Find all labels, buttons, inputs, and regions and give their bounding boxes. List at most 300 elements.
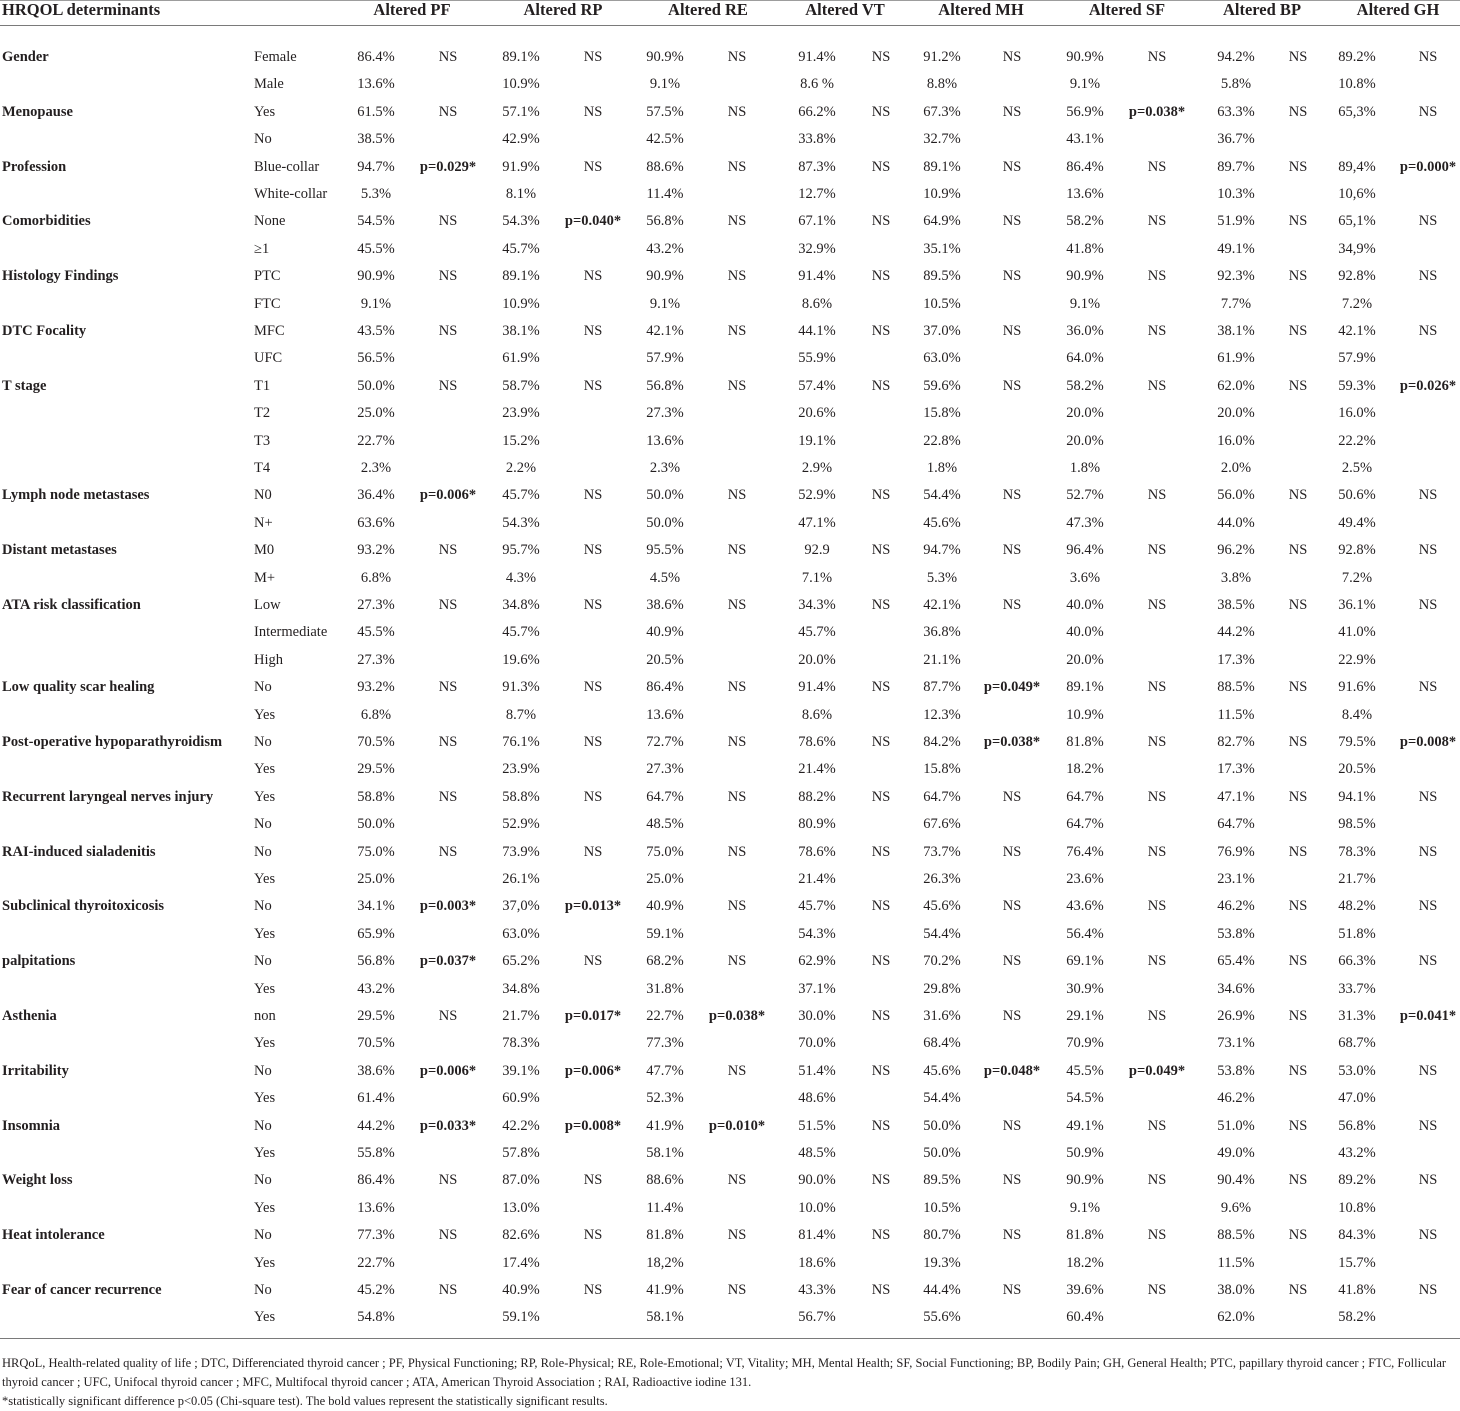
percentage-cell: 17.3% <box>1217 761 1255 778</box>
p-value-cell: NS <box>871 679 891 696</box>
p-value-cell <box>1388 1143 1460 1163</box>
percentage-cell: 13.6% <box>646 432 684 449</box>
p-value-cell: p=0.026* <box>1399 377 1457 394</box>
p-value-cell: NS <box>1288 1117 1308 1134</box>
percentage-cell: 44.2% <box>1217 624 1255 641</box>
percentage-cell: 36.7% <box>1217 131 1255 148</box>
p-value-cell: NS <box>438 597 458 613</box>
percentage-cell: 64.7% <box>1066 816 1104 833</box>
p-value-cell <box>408 184 488 204</box>
p-value-cell: NS <box>871 898 891 915</box>
p-value-cell: NS <box>1002 323 1022 339</box>
p-value-cell: NS <box>1147 597 1167 613</box>
percentage-cell: 41.0% <box>1338 624 1376 641</box>
p-value-cell: NS <box>1288 542 1308 559</box>
p-value-cell: NS <box>583 268 603 285</box>
percentage-cell: 20.5% <box>646 651 684 668</box>
percentage-cell: 86.4% <box>646 679 684 696</box>
percentage-cell: 95.5% <box>646 542 684 559</box>
category-label: Male <box>254 76 284 93</box>
percentage-cell: 7.1% <box>801 569 833 586</box>
p-value-cell <box>408 705 488 725</box>
percentage-cell: 57.4% <box>798 377 836 394</box>
percentage-cell: 43.2% <box>357 980 395 997</box>
p-value-cell: NS <box>583 323 603 339</box>
percentage-cell: 7.7% <box>1220 295 1252 312</box>
category-label: No <box>254 1227 272 1244</box>
p-value-cell: p=0.003* <box>419 898 477 915</box>
percentage-cell: 68.2% <box>646 953 684 970</box>
percentage-cell: 41.9% <box>646 1117 684 1134</box>
percentage-cell: 3.6% <box>1069 569 1101 586</box>
p-value-cell: NS <box>727 49 747 65</box>
percentage-cell: 5.8% <box>1220 76 1252 93</box>
p-value-cell <box>1117 348 1197 368</box>
p-value-cell <box>408 129 488 149</box>
percentage-cell: 22.7% <box>357 1254 395 1271</box>
percentage-cell: 27.3% <box>357 651 395 668</box>
p-value-cell <box>1388 513 1460 533</box>
p-value-cell <box>1388 622 1460 642</box>
p-value-cell: NS <box>1002 487 1022 504</box>
percentage-cell: 73.7% <box>923 843 961 860</box>
header-determinants: HRQOL determinants <box>2 0 161 19</box>
p-value-cell <box>697 869 777 889</box>
p-value-cell: NS <box>727 268 747 285</box>
percentage-cell: 65.4% <box>1217 953 1255 970</box>
percentage-cell: 76.1% <box>502 734 540 750</box>
category-label: MFC <box>254 323 285 339</box>
percentage-cell: 42.1% <box>1338 323 1376 339</box>
percentage-cell: 87.3% <box>798 158 836 175</box>
p-value-cell <box>1388 294 1460 314</box>
p-value-cell: NS <box>871 323 891 339</box>
p-value-cell: NS <box>727 597 747 613</box>
percentage-cell: 7.2% <box>1341 569 1373 586</box>
p-value-cell <box>972 979 1052 999</box>
percentage-cell: 42.5% <box>646 131 684 148</box>
percentage-cell: 90.9% <box>646 49 684 65</box>
percentage-cell: 62.9% <box>798 953 836 970</box>
p-value-cell <box>1117 1198 1197 1218</box>
percentage-cell: 88.5% <box>1217 1227 1255 1244</box>
group-label: Low quality scar healing <box>2 679 155 696</box>
percentage-cell: 29.1% <box>1066 1008 1104 1024</box>
percentage-cell: 90.9% <box>1066 268 1104 285</box>
p-value-cell <box>1388 1307 1460 1327</box>
p-value-cell: NS <box>1288 788 1308 805</box>
p-value-cell <box>972 1088 1052 1108</box>
percentage-cell: 45.7% <box>502 240 540 257</box>
category-label: Yes <box>254 1199 276 1216</box>
category-label: T4 <box>254 460 271 476</box>
p-value-cell <box>553 184 633 204</box>
percentage-cell: 29.5% <box>357 1008 395 1024</box>
p-value-cell <box>697 431 777 451</box>
p-value-cell: NS <box>1147 843 1167 860</box>
p-value-cell: NS <box>1147 788 1167 805</box>
p-value-cell: NS <box>1002 898 1022 915</box>
percentage-cell: 89.2% <box>1338 49 1376 65</box>
p-value-cell <box>408 239 488 259</box>
percentage-cell: 89.1% <box>502 49 540 65</box>
p-value-cell: NS <box>1418 487 1438 504</box>
p-value-cell: NS <box>1002 268 1022 285</box>
percentage-cell: 18,2% <box>646 1254 684 1271</box>
percentage-cell: 59.1% <box>646 925 684 942</box>
footnote-abbreviations: HRQoL, Health-related quality of life ; DTC, Differenciated thyroid cancer ; PF, Physical Functioning; RP, Role-Physical; RE, Role-Emotional; VT, Vitality; MH, Mental Health; SF, Social Functioning; BP, Bodily Pain; GH, General Health; PTC, papillary thyroid cancer ; FTC, Follicular thyroid cancer ; UFC, Unifocal thyroid cancer ; MFC, Multifocal thyroid cancer ; ATA, American Thyroid Association ; RAI, Radioactive iodine 131. <box>2 1356 1447 1389</box>
percentage-cell: 34.8% <box>502 980 540 997</box>
group-label: Recurrent laryngeal nerves injury <box>2 788 214 805</box>
percentage-cell: 20.6% <box>798 405 836 422</box>
category-label: Yes <box>254 1090 276 1107</box>
category-label: Yes <box>254 1254 276 1271</box>
p-value-cell <box>408 1198 488 1218</box>
p-value-cell <box>972 184 1052 204</box>
p-value-cell <box>972 1033 1052 1053</box>
p-value-cell: NS <box>1418 1117 1438 1134</box>
p-value-cell <box>1388 129 1460 149</box>
p-value-cell: NS <box>1288 953 1308 970</box>
percentage-cell: 15.8% <box>923 405 961 422</box>
header-rule <box>0 25 1460 26</box>
percentage-cell: 45.5% <box>357 624 395 641</box>
percentage-cell: 79.5% <box>1338 734 1376 750</box>
category-label: Yes <box>254 925 276 942</box>
p-value-cell <box>1117 1307 1197 1327</box>
p-value-cell <box>408 759 488 779</box>
group-label: Subclinical thyroitoxicosis <box>2 898 165 915</box>
percentage-cell: 10.5% <box>923 1199 961 1216</box>
p-value-cell: NS <box>871 213 891 230</box>
p-value-cell <box>1117 239 1197 259</box>
percentage-cell: 58.2% <box>1066 213 1104 230</box>
category-label: No <box>254 843 272 860</box>
percentage-cell: 91.4% <box>798 679 836 696</box>
percentage-cell: 81.4% <box>798 1227 836 1244</box>
p-value-cell <box>408 513 488 533</box>
percentage-cell: 51.0% <box>1217 1117 1255 1134</box>
p-value-cell <box>408 979 488 999</box>
p-value-cell: NS <box>438 1008 458 1024</box>
p-value-cell: NS <box>871 49 891 65</box>
percentage-cell: 56.8% <box>1338 1117 1376 1134</box>
percentage-cell: 44.2% <box>357 1117 395 1134</box>
category-label: FTC <box>254 295 281 312</box>
percentage-cell: 90.0% <box>798 1172 836 1189</box>
p-value-cell <box>697 1033 777 1053</box>
p-value-cell: NS <box>583 49 603 65</box>
category-label: No <box>254 1172 272 1189</box>
p-value-cell <box>553 814 633 834</box>
percentage-cell: 89.1% <box>923 158 961 175</box>
category-label: Female <box>254 49 297 65</box>
percentage-cell: 22.8% <box>923 432 961 449</box>
p-value-cell: NS <box>871 953 891 970</box>
percentage-cell: 49.1% <box>1217 240 1255 257</box>
percentage-cell: 68.4% <box>923 1035 961 1052</box>
percentage-cell: 44.0% <box>1217 514 1255 531</box>
p-value-cell <box>553 348 633 368</box>
percentage-cell: 62.0% <box>1217 377 1255 394</box>
p-value-cell <box>1117 294 1197 314</box>
percentage-cell: 29.8% <box>923 980 961 997</box>
p-value-cell <box>1388 431 1460 451</box>
percentage-cell: 75.0% <box>357 843 395 860</box>
percentage-cell: 61.5% <box>357 103 395 120</box>
category-label: High <box>254 651 283 668</box>
p-value-cell: NS <box>1288 268 1308 285</box>
p-value-cell: NS <box>1418 1282 1438 1298</box>
percentage-cell: 91.4% <box>798 49 836 65</box>
percentage-cell: 81.8% <box>1066 1227 1104 1244</box>
p-value-cell: NS <box>1147 1117 1167 1134</box>
percentage-cell: 67.1% <box>798 213 836 230</box>
percentage-cell: 2.5% <box>1341 460 1373 476</box>
p-value-cell: NS <box>727 1227 747 1244</box>
percentage-cell: 17.4% <box>502 1254 540 1271</box>
p-value-cell <box>408 568 488 588</box>
p-value-cell: NS <box>1147 542 1167 559</box>
group-label: Distant metastases <box>2 542 117 559</box>
p-value-cell <box>1388 74 1460 94</box>
p-value-cell: NS <box>1288 898 1308 915</box>
percentage-cell: 10.9% <box>1066 706 1104 723</box>
percentage-cell: 49.0% <box>1217 1145 1255 1161</box>
p-value-cell: NS <box>438 542 458 559</box>
category-label: Yes <box>254 1145 276 1161</box>
percentage-cell: 34.1% <box>357 898 395 915</box>
p-value-cell: NS <box>871 1282 891 1298</box>
category-label: PTC <box>254 268 281 285</box>
p-value-cell: NS <box>1002 49 1022 65</box>
p-value-cell <box>408 431 488 451</box>
p-value-cell <box>408 1143 488 1163</box>
group-label: palpitations <box>2 953 76 970</box>
p-value-cell <box>1388 403 1460 423</box>
p-value-cell: NS <box>438 734 458 750</box>
p-value-cell: NS <box>1002 953 1022 970</box>
p-value-cell <box>697 184 777 204</box>
percentage-cell: 91.4% <box>798 268 836 285</box>
p-value-cell <box>697 924 777 944</box>
p-value-cell: NS <box>727 158 747 175</box>
percentage-cell: 78.6% <box>798 843 836 860</box>
p-value-cell: NS <box>727 734 747 750</box>
percentage-cell: 55.6% <box>923 1309 961 1326</box>
p-value-cell <box>697 348 777 368</box>
category-label: M+ <box>254 569 276 586</box>
percentage-cell: 13.6% <box>357 1199 395 1216</box>
p-value-cell <box>408 1253 488 1273</box>
p-value-cell: NS <box>1288 1008 1308 1024</box>
percentage-cell: 16.0% <box>1338 405 1376 422</box>
percentage-cell: 92.9 <box>804 542 830 559</box>
p-value-cell <box>972 650 1052 670</box>
p-value-cell <box>408 869 488 889</box>
p-value-cell: NS <box>727 679 747 696</box>
group-label: Lymph node metastases <box>2 487 150 504</box>
p-value-cell: NS <box>1002 103 1022 120</box>
p-value-cell <box>408 458 488 478</box>
percentage-cell: 65,1% <box>1338 213 1376 230</box>
percentage-cell: 26.3% <box>923 871 961 887</box>
p-value-cell <box>1388 1253 1460 1273</box>
percentage-cell: 50.0% <box>646 487 684 504</box>
p-value-cell <box>972 1198 1052 1218</box>
p-value-cell <box>1117 622 1197 642</box>
p-value-cell <box>1388 568 1460 588</box>
p-value-cell: NS <box>583 1172 603 1189</box>
percentage-cell: 49.4% <box>1338 514 1376 531</box>
percentage-cell: 48.6% <box>798 1090 836 1107</box>
p-value-cell: NS <box>1288 323 1308 339</box>
percentage-cell: 66.3% <box>1338 953 1376 970</box>
percentage-cell: 84.2% <box>923 734 961 750</box>
percentage-cell: 52.9% <box>798 487 836 504</box>
p-value-cell <box>553 1088 633 1108</box>
p-value-cell: NS <box>871 1008 891 1024</box>
p-value-cell: NS <box>583 597 603 613</box>
category-label: UFC <box>254 350 283 367</box>
p-value-cell <box>972 74 1052 94</box>
p-value-cell: NS <box>1418 213 1438 230</box>
percentage-cell: 42.2% <box>502 1117 540 1134</box>
percentage-cell: 30.9% <box>1066 980 1104 997</box>
p-value-cell <box>1388 1198 1460 1218</box>
p-value-cell <box>697 1198 777 1218</box>
percentage-cell: 38.6% <box>357 1062 395 1079</box>
p-value-cell <box>553 129 633 149</box>
category-label: No <box>254 131 272 148</box>
percentage-cell: 43.5% <box>357 323 395 339</box>
category-label: Blue-collar <box>254 158 320 175</box>
percentage-cell: 88.6% <box>646 158 684 175</box>
percentage-cell: 58.8% <box>502 788 540 805</box>
p-value-cell: NS <box>1002 843 1022 860</box>
percentage-cell: 4.5% <box>649 569 681 586</box>
percentage-cell: 8.6% <box>801 706 833 723</box>
percentage-cell: 70.9% <box>1066 1035 1104 1052</box>
percentage-cell: 45.7% <box>798 624 836 641</box>
percentage-cell: 45.7% <box>502 624 540 641</box>
percentage-cell: 12.3% <box>923 706 961 723</box>
p-value-cell: NS <box>1288 1282 1308 1298</box>
percentage-cell: 59.3% <box>1338 377 1376 394</box>
percentage-cell: 92.8% <box>1338 542 1376 559</box>
p-value-cell <box>697 294 777 314</box>
percentage-cell: 73.9% <box>502 843 540 860</box>
p-value-cell <box>553 74 633 94</box>
p-value-cell: NS <box>1147 1008 1167 1024</box>
p-value-cell: NS <box>727 323 747 339</box>
percentage-cell: 41.9% <box>646 1282 684 1298</box>
p-value-cell: NS <box>583 843 603 860</box>
percentage-cell: 2.9% <box>801 460 833 476</box>
p-value-cell: NS <box>583 487 603 504</box>
p-value-cell: NS <box>871 734 891 750</box>
p-value-cell <box>408 650 488 670</box>
percentage-cell: 36.8% <box>923 624 961 641</box>
category-label: Yes <box>254 980 276 997</box>
p-value-cell: NS <box>871 377 891 394</box>
p-value-cell: NS <box>727 377 747 394</box>
p-value-cell <box>1117 568 1197 588</box>
percentage-cell: 64.9% <box>923 213 961 230</box>
percentage-cell: 50.0% <box>923 1117 961 1134</box>
percentage-cell: 13.0% <box>502 1199 540 1216</box>
p-value-cell <box>1117 184 1197 204</box>
p-value-cell: NS <box>1288 597 1308 613</box>
p-value-cell <box>1388 814 1460 834</box>
percentage-cell: 54.4% <box>923 487 961 504</box>
percentage-cell: 89.5% <box>923 268 961 285</box>
percentage-cell: 58.8% <box>357 788 395 805</box>
p-value-cell <box>408 74 488 94</box>
p-value-cell <box>553 294 633 314</box>
percentage-cell: 9.1% <box>1069 76 1101 93</box>
p-value-cell <box>553 568 633 588</box>
p-value-cell <box>1117 129 1197 149</box>
p-value-cell: NS <box>438 323 458 339</box>
percentage-cell: 90.9% <box>1066 1172 1104 1189</box>
percentage-cell: 40.9% <box>646 624 684 641</box>
category-label: non <box>254 1008 276 1024</box>
percentage-cell: 43.1% <box>1066 131 1104 148</box>
percentage-cell: 59.6% <box>923 377 961 394</box>
column-header: Altered RP <box>523 0 603 19</box>
p-value-cell <box>1117 458 1197 478</box>
p-value-cell: NS <box>1418 1062 1438 1079</box>
p-value-cell <box>697 814 777 834</box>
percentage-cell: 81.8% <box>646 1227 684 1244</box>
p-value-cell: NS <box>1002 597 1022 613</box>
percentage-cell: 43.6% <box>1066 898 1104 915</box>
percentage-cell: 96.4% <box>1066 542 1104 559</box>
category-label: Yes <box>254 1035 276 1052</box>
percentage-cell: 1.8% <box>1069 460 1101 476</box>
percentage-cell: 45.2% <box>357 1282 395 1298</box>
category-label: No <box>254 679 272 696</box>
percentage-cell: 54.4% <box>923 925 961 942</box>
percentage-cell: 21.4% <box>798 761 836 778</box>
percentage-cell: 33.8% <box>798 131 836 148</box>
percentage-cell: 77.3% <box>357 1227 395 1244</box>
percentage-cell: 92.3% <box>1217 268 1255 285</box>
percentage-cell: 13.6% <box>646 706 684 723</box>
percentage-cell: 15.7% <box>1338 1254 1376 1271</box>
percentage-cell: 88.2% <box>798 788 836 805</box>
p-value-cell <box>553 458 633 478</box>
percentage-cell: 18.2% <box>1066 761 1104 778</box>
p-value-cell: NS <box>1288 103 1308 120</box>
percentage-cell: 38.1% <box>1217 323 1255 339</box>
p-value-cell: NS <box>727 1172 747 1189</box>
group-label: Gender <box>2 49 49 65</box>
p-value-cell <box>697 1253 777 1273</box>
percentage-cell: 90.4% <box>1217 1172 1255 1189</box>
p-value-cell: NS <box>871 268 891 285</box>
p-value-cell <box>553 239 633 259</box>
group-label: Histology Findings <box>2 268 119 285</box>
p-value-cell <box>972 431 1052 451</box>
p-value-cell: NS <box>583 679 603 696</box>
percentage-cell: 25.0% <box>646 871 684 887</box>
p-value-cell <box>972 294 1052 314</box>
p-value-cell <box>408 1307 488 1327</box>
percentage-cell: 89,4% <box>1338 158 1376 175</box>
p-value-cell <box>1117 1033 1197 1053</box>
